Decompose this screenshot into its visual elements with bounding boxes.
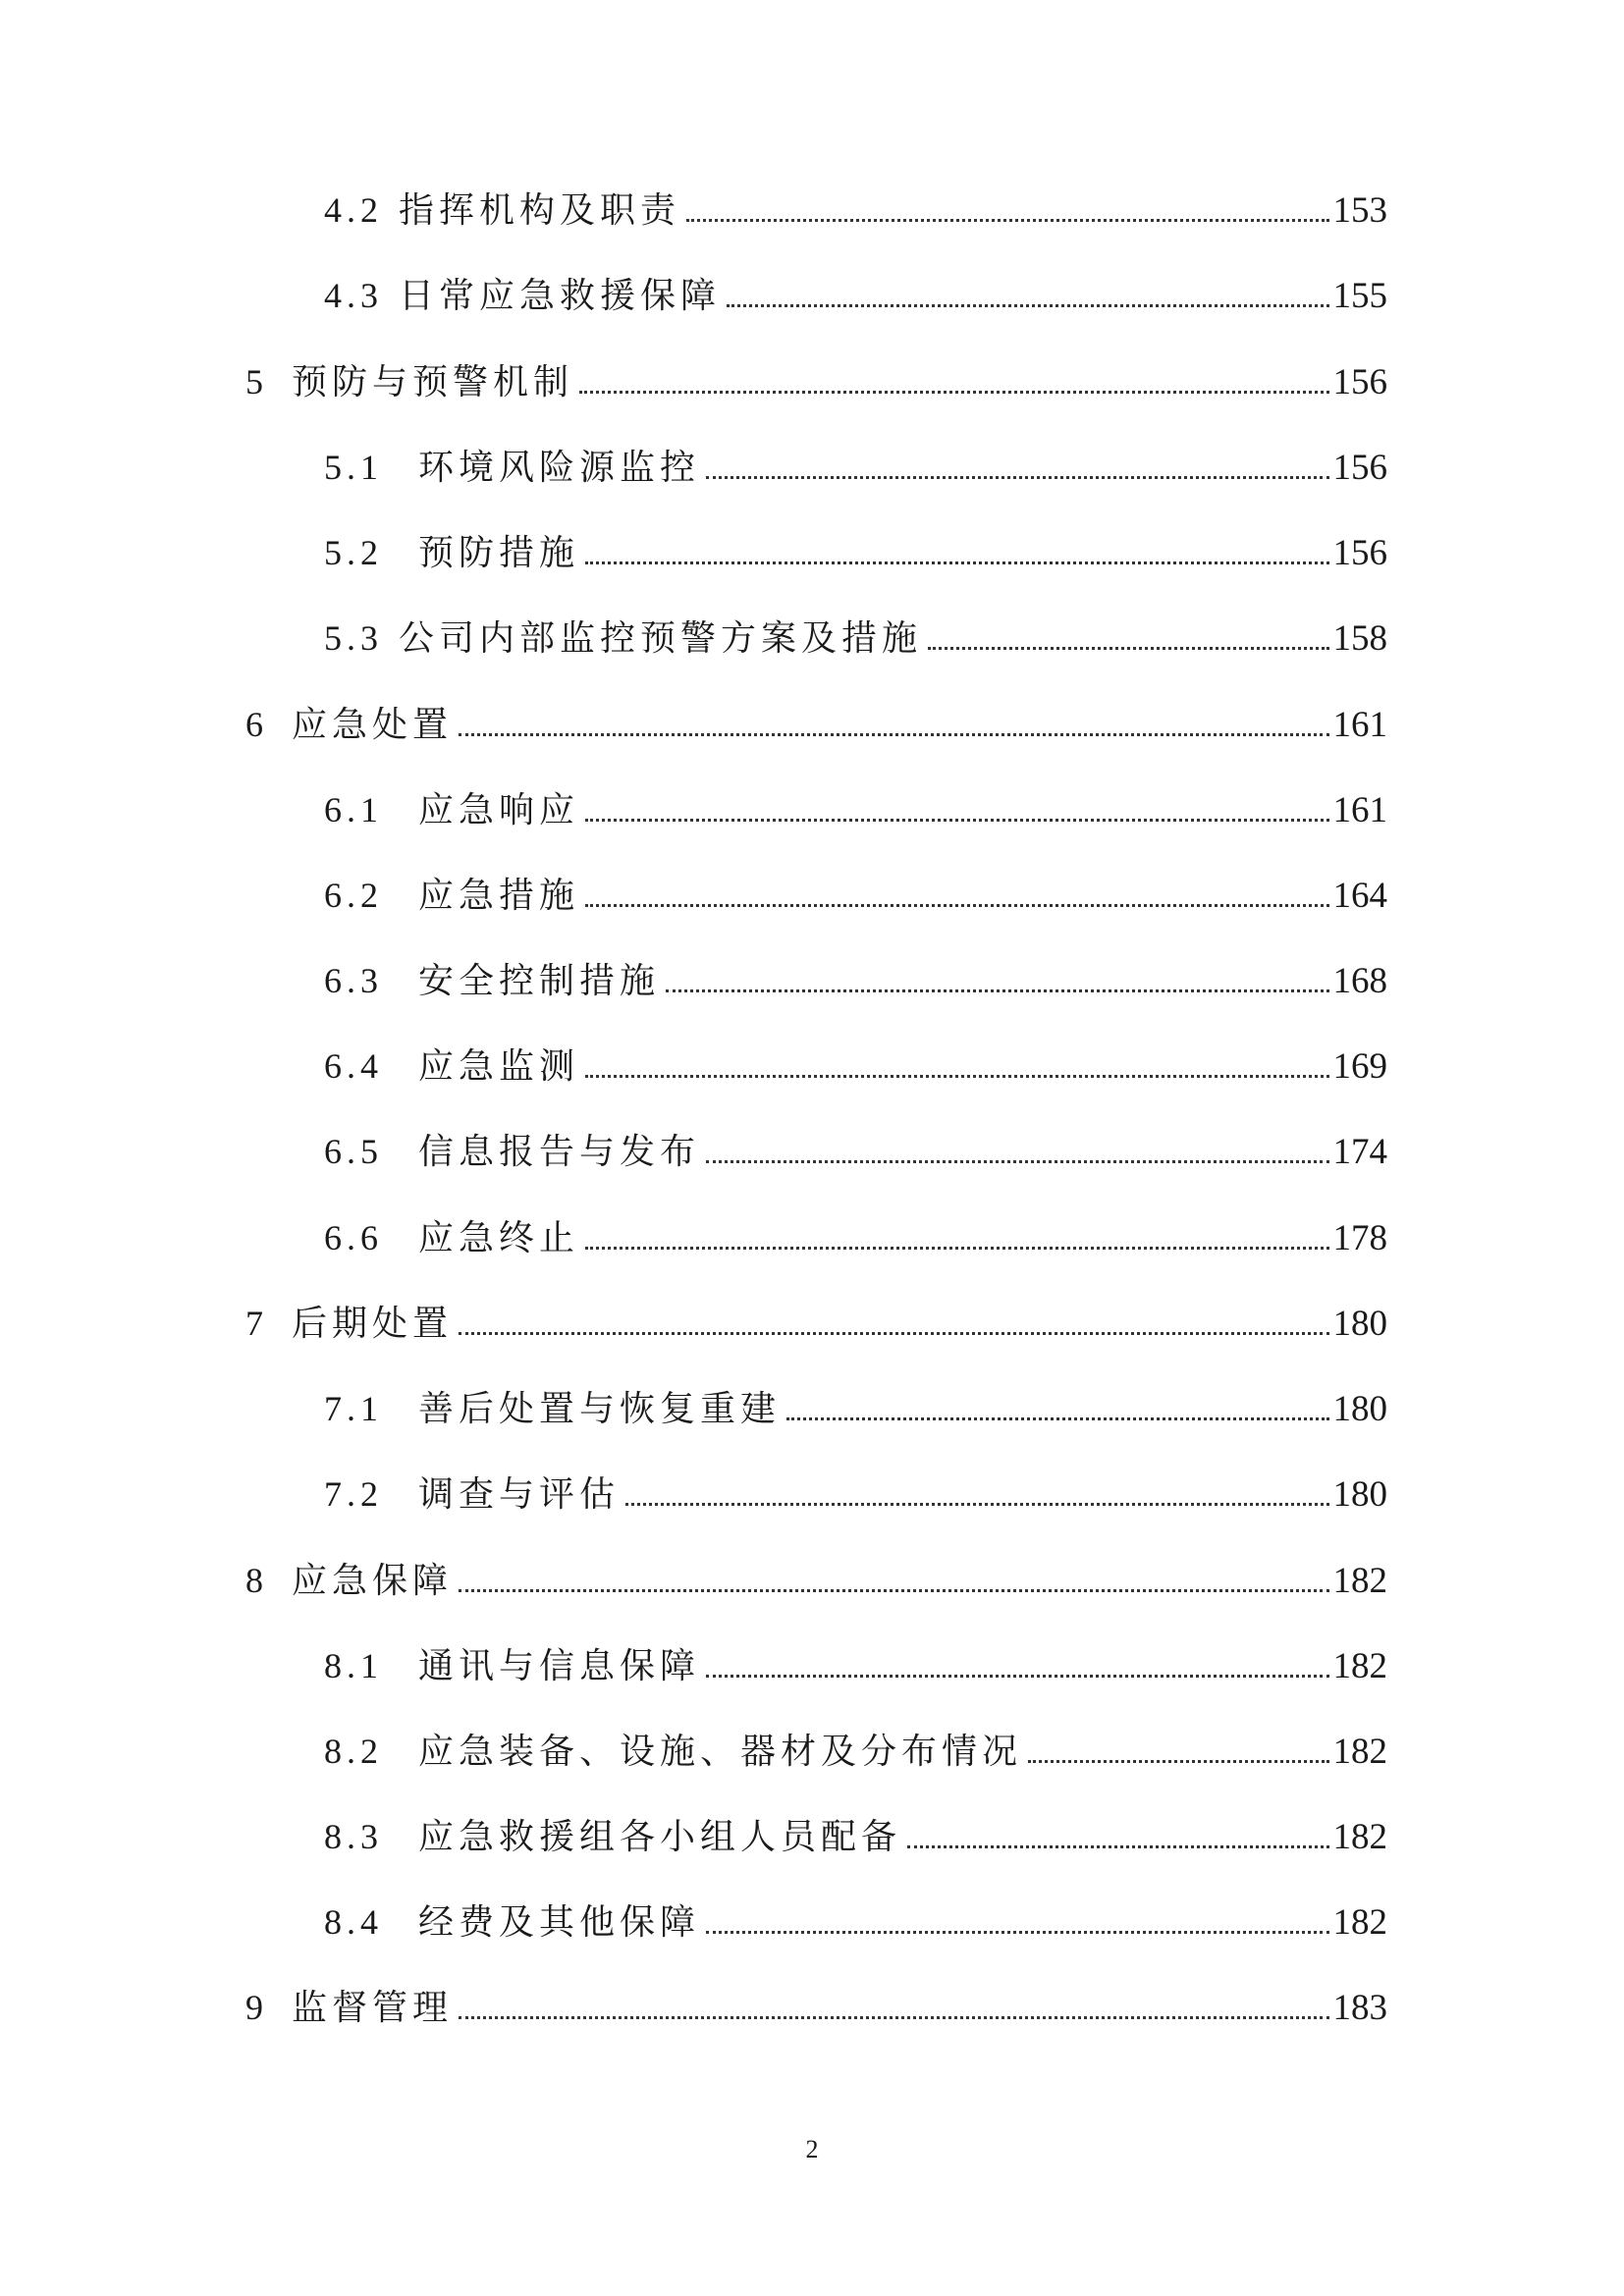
- dot-leader: [706, 476, 1328, 479]
- toc-entry-heading: [324, 790, 579, 830]
- toc-entry-number: 7: [245, 1304, 268, 1343]
- toc-entry-page: 155: [1332, 276, 1387, 316]
- toc-entry-title: 通讯与信息保障: [418, 1646, 701, 1686]
- toc-entry[interactable]: [324, 1884, 1387, 1943]
- toc-entry-number: 6.5: [324, 1132, 383, 1171]
- toc-entry[interactable]: [324, 1028, 1387, 1087]
- dot-leader: [666, 989, 1328, 992]
- toc-entry-heading: [324, 1389, 781, 1429]
- toc-entry-number: 7.2: [324, 1474, 383, 1514]
- toc-entry-number: 6.1: [324, 790, 383, 829]
- toc-entry-heading: [324, 1732, 1022, 1772]
- toc-entry[interactable]: [324, 857, 1387, 916]
- toc-entry[interactable]: [324, 1370, 1387, 1429]
- toc-entry-title: 环境风险源监控: [418, 448, 701, 488]
- toc-entry-number: 4.2: [324, 190, 383, 230]
- dot-leader: [1028, 1760, 1328, 1763]
- dot-leader: [585, 904, 1328, 907]
- toc-entry-heading: [324, 961, 660, 1001]
- toc-entry-page: 161: [1332, 790, 1387, 830]
- toc-entry-number: 6.4: [324, 1046, 383, 1086]
- toc-entry-number: 9: [245, 1988, 268, 2027]
- dot-leader: [579, 391, 1328, 394]
- dot-leader: [585, 819, 1328, 822]
- toc-entry-title: 经费及其他保障: [418, 1902, 701, 1943]
- dot-leader: [585, 1247, 1328, 1250]
- toc-entry-heading: [324, 1646, 700, 1686]
- toc-entry-number: 8.3: [324, 1817, 383, 1856]
- toc-entry-title: 安全控制措施: [418, 961, 661, 1001]
- dot-leader: [727, 304, 1328, 307]
- toc-entry-title: 信息报告与发布: [418, 1132, 701, 1172]
- dot-leader: [459, 1589, 1328, 1592]
- toc-entry[interactable]: [324, 1113, 1387, 1172]
- toc-entry-title: 善后处置与恢复重建: [418, 1389, 782, 1429]
- toc-entry-number: 6.6: [324, 1218, 383, 1257]
- dot-leader: [459, 733, 1328, 736]
- toc-entry-page: 168: [1332, 961, 1387, 1001]
- toc-entry-title: 预防与预警机制: [292, 362, 574, 402]
- toc-entry-number: 6: [245, 705, 268, 744]
- toc-entry-heading: [324, 190, 680, 231]
- toc-entry[interactable]: [245, 344, 1387, 402]
- toc-entry-number: 8.4: [324, 1902, 383, 1942]
- toc-entry[interactable]: [324, 600, 1387, 659]
- toc-entry-number: 8.1: [324, 1646, 383, 1685]
- toc-entry-page: 180: [1332, 1474, 1387, 1515]
- toc-entry-number: 5.3: [324, 618, 383, 658]
- toc-entry-page: 169: [1332, 1046, 1387, 1087]
- toc-entry-page: 153: [1332, 190, 1387, 231]
- toc-entry-heading: [245, 1304, 453, 1344]
- toc-entry-number: 5.2: [324, 533, 383, 572]
- toc-entry-page: 182: [1332, 1646, 1387, 1686]
- dot-leader: [706, 1931, 1328, 1934]
- toc-entry-heading: [324, 1474, 620, 1515]
- toc-entry-number: 8: [245, 1561, 268, 1600]
- toc-entry-number: 4.3: [324, 276, 383, 315]
- toc-entry-heading: [245, 362, 573, 402]
- toc-entry-page: 161: [1332, 705, 1387, 745]
- dot-leader: [459, 2016, 1328, 2019]
- toc-entry-heading: [324, 276, 721, 316]
- toc-entry-page: 182: [1332, 1817, 1387, 1857]
- toc-entry-title: 调查与评估: [418, 1474, 621, 1515]
- toc-entry-heading: [245, 705, 453, 745]
- toc-entry-heading: [324, 618, 922, 659]
- toc-entry-page: 164: [1332, 876, 1387, 916]
- toc-entry-number: 7.1: [324, 1389, 383, 1428]
- toc-entry[interactable]: [324, 1713, 1387, 1772]
- toc-entry-number: 5: [245, 362, 268, 401]
- toc-entry[interactable]: [324, 429, 1387, 488]
- dot-leader: [706, 1675, 1328, 1678]
- toc-entry-heading: [324, 448, 700, 488]
- toc-entry-number: 6.2: [324, 876, 383, 915]
- toc-entry-number: 8.2: [324, 1732, 383, 1771]
- toc-entry-title: 应急装备、设施、器材及分布情况: [418, 1732, 1023, 1772]
- toc-entry-page: 156: [1332, 448, 1387, 488]
- toc-entry-title: 应急措施: [418, 876, 580, 916]
- toc-entry-heading: [324, 1902, 700, 1943]
- toc-entry[interactable]: [324, 942, 1387, 1001]
- toc-entry[interactable]: [324, 772, 1387, 830]
- toc-entry[interactable]: [324, 257, 1387, 316]
- toc-entry-number: 5.1: [324, 448, 383, 487]
- toc-entry-title: 后期处置: [292, 1304, 454, 1344]
- toc-entry-title: 指挥机构及职责: [399, 190, 681, 231]
- toc-entry[interactable]: [324, 514, 1387, 573]
- toc-entry-title: 应急保障: [292, 1561, 454, 1601]
- toc-entry[interactable]: [245, 1969, 1387, 2028]
- toc-entry-title: 应急监测: [418, 1046, 580, 1087]
- toc-entry-title: 应急响应: [418, 790, 580, 830]
- toc-entry-page: 156: [1332, 362, 1387, 402]
- toc-entry-title: 监督管理: [292, 1988, 454, 2028]
- toc-entry-heading: [324, 1132, 700, 1172]
- toc-entry-title: 应急处置: [292, 705, 454, 745]
- toc-entry-title: 公司内部监控预警方案及措施: [399, 618, 923, 659]
- toc-entry-page: 182: [1332, 1732, 1387, 1772]
- toc-entry-page: 182: [1332, 1902, 1387, 1943]
- toc-entry-page: 182: [1332, 1561, 1387, 1601]
- toc-entry-page: 180: [1332, 1304, 1387, 1344]
- toc-entry-title: 应急救援组各小组人员配备: [418, 1817, 902, 1857]
- toc-entry-heading: [324, 1046, 579, 1087]
- toc-entry-heading: [324, 876, 579, 916]
- toc-entry[interactable]: [324, 1456, 1387, 1515]
- toc-entry[interactable]: [245, 1285, 1387, 1344]
- toc-entry-title: 预防措施: [418, 533, 580, 573]
- toc-entry-page: 158: [1332, 618, 1387, 659]
- dot-leader: [625, 1503, 1328, 1506]
- dot-leader: [585, 561, 1328, 564]
- toc-entry-number: 6.3: [324, 961, 383, 1000]
- dot-leader: [706, 1160, 1328, 1163]
- toc-entry-page: 178: [1332, 1218, 1387, 1258]
- dot-leader: [585, 1075, 1328, 1078]
- toc-entry[interactable]: [324, 1798, 1387, 1857]
- toc-entry-page: 183: [1332, 1988, 1387, 2028]
- toc-entry[interactable]: [245, 1542, 1387, 1601]
- toc-entry-title: 应急终止: [418, 1218, 580, 1258]
- toc-entry-page: 180: [1332, 1389, 1387, 1429]
- dot-leader: [459, 1332, 1328, 1335]
- toc-entry-page: 174: [1332, 1132, 1387, 1172]
- dot-leader: [928, 647, 1328, 650]
- toc-entry-page: 156: [1332, 533, 1387, 573]
- toc-entry-heading: [245, 1988, 453, 2028]
- toc-entry-heading: [324, 1817, 901, 1857]
- dot-leader: [786, 1417, 1328, 1420]
- toc-entry-heading: [324, 533, 579, 573]
- toc-entry[interactable]: [245, 686, 1387, 745]
- toc-entry-heading: [324, 1218, 579, 1258]
- toc-entry[interactable]: [324, 1200, 1387, 1258]
- page-number: 2: [805, 2135, 819, 2163]
- toc-entry[interactable]: [324, 1628, 1387, 1686]
- toc-entry-heading: [245, 1561, 453, 1601]
- toc-entry[interactable]: [324, 172, 1387, 231]
- dot-leader: [686, 219, 1328, 222]
- dot-leader: [907, 1845, 1328, 1848]
- toc-entry-title: 日常应急救援保障: [399, 276, 722, 316]
